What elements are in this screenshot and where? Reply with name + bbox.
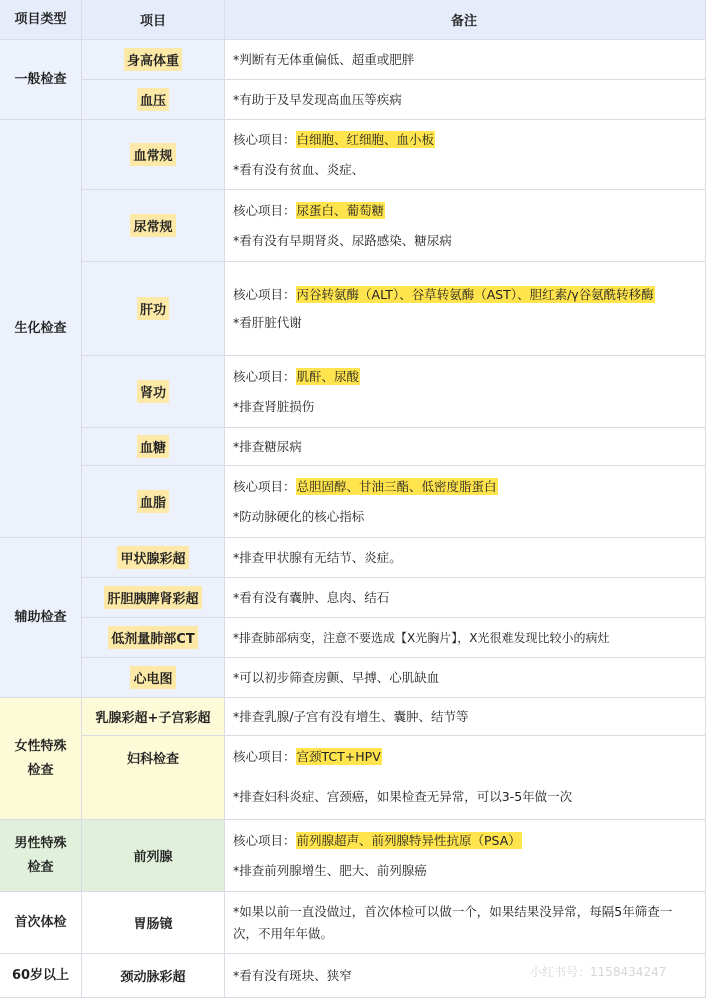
item-cell — [82, 736, 225, 820]
item-label: 妇科检查 — [126, 752, 179, 767]
item-cell — [82, 538, 225, 578]
header-note-label: 备注 — [450, 14, 477, 29]
item-label: 低剂量肺部CT — [108, 626, 197, 649]
core-line — [233, 830, 522, 852]
header-item — [82, 0, 225, 40]
item-label: 肝胆胰脾肾彩超 — [104, 586, 201, 609]
core-line — [233, 129, 435, 151]
group-biochem — [0, 120, 82, 538]
note-text: *可以初步筛查房颤、早搏、心肌缺血 — [233, 669, 440, 685]
group-first — [0, 892, 82, 954]
core-highlight: 前列腺超声、前列腺特异性抗原（PSA） — [296, 832, 521, 848]
item-cell — [82, 356, 225, 428]
note-cell — [225, 538, 706, 578]
group-general-label: 一般检查 — [14, 71, 67, 87]
item-cell — [82, 954, 225, 998]
item-cell — [82, 820, 225, 892]
note-cell — [225, 618, 706, 658]
item-label: 颈动脉彩超 — [120, 970, 186, 985]
item-cell — [82, 466, 225, 538]
group-biochem-label: 生化检查 — [14, 320, 67, 336]
core-line — [233, 476, 498, 498]
item-cell — [82, 698, 225, 736]
note-cell — [225, 120, 706, 190]
item-cell — [82, 618, 225, 658]
core-line — [233, 284, 655, 305]
note-cell — [225, 80, 706, 120]
note-cell — [225, 40, 706, 80]
item-cell — [82, 428, 225, 466]
group-auxiliary-label: 辅助检查 — [14, 609, 67, 625]
note-text: *看有没有斑块、狭窄 — [233, 967, 352, 983]
note-text: *看肝脏代谢 — [233, 314, 302, 330]
item-label: 血糖 — [137, 435, 169, 458]
item-label: 尿常规 — [130, 214, 175, 237]
core-highlight: 尿蛋白、葡萄糖 — [296, 202, 385, 218]
item-label: 血脂 — [137, 490, 169, 513]
group-general — [0, 40, 82, 120]
group-first-label: 首次体检 — [14, 914, 67, 930]
note-text: *看有没有囊肿、息肉、结石 — [233, 589, 390, 605]
note-text: *排查甲状腺有无结节、炎症。 — [233, 549, 402, 565]
item-label: 乳腺彩超+子宫彩超 — [95, 711, 211, 726]
note-text: *如果以前一直没做过，首次体检可以做一个，如果结果没异常，每隔5年筛查一次，不用年年做。 — [233, 903, 673, 941]
item-cell — [82, 40, 225, 80]
note-cell — [225, 262, 706, 356]
note-text: *排查肺部病变，注意不要选成【X光胸片】，X光很难发现比较小的病灶 — [233, 630, 610, 645]
note-text: *排查妇科炎症、宫颈癌，如果检查无异常，可以3-5年做一次 — [233, 789, 573, 804]
item-label: 甲状腺彩超 — [117, 546, 188, 569]
item-label: 身高体重 — [124, 48, 182, 71]
core-highlight: 白细胞、红细胞、血小板 — [296, 131, 435, 147]
header-item-label: 项目 — [139, 14, 166, 29]
header-type — [0, 0, 82, 40]
item-cell — [82, 190, 225, 262]
core-line — [233, 200, 385, 222]
header-type-label: 项目类型 — [14, 11, 67, 27]
note-text: *有助于及早发现高血压等疾病 — [233, 91, 402, 107]
header-note — [225, 0, 706, 40]
note-text: *排查乳腺/子宫有没有增生、囊肿、结节等 — [233, 708, 469, 724]
core-label: 核心项目： — [233, 368, 296, 384]
note-cell — [225, 698, 706, 736]
core-label: 核心项目： — [233, 286, 296, 302]
note-text: *排查糖尿病 — [233, 438, 302, 454]
note-cell — [225, 736, 706, 820]
group-sixty — [0, 954, 82, 998]
group-female — [0, 698, 82, 820]
item-cell — [82, 120, 225, 190]
item-label: 心电图 — [130, 666, 175, 689]
note-cell — [225, 428, 706, 466]
note-text: *看有没有贫血、炎症、 — [233, 161, 365, 177]
item-label: 血常规 — [130, 143, 175, 166]
group-auxiliary — [0, 538, 82, 698]
item-label: 肝功 — [137, 297, 169, 320]
core-line — [233, 746, 382, 768]
item-cell — [82, 892, 225, 954]
note-cell — [225, 466, 706, 538]
item-label: 前列腺 — [133, 850, 173, 865]
core-label: 核心项目： — [233, 749, 296, 764]
item-cell — [82, 658, 225, 698]
note-text: *排查前列腺增生、肥大、前列腺癌 — [233, 862, 427, 878]
note-cell — [225, 190, 706, 262]
note-cell — [225, 820, 706, 892]
item-label: 胃肠镜 — [133, 917, 173, 932]
note-text: *防动脉硬化的核心指标 — [233, 508, 365, 524]
core-highlight: 总胆固醇、甘油三酯、低密度脂蛋白 — [296, 478, 497, 494]
item-cell — [82, 80, 225, 120]
core-label: 核心项目： — [233, 832, 296, 848]
core-highlight: 肌酐、尿酸 — [296, 368, 360, 384]
item-label: 血压 — [137, 88, 169, 111]
core-label: 核心项目： — [233, 202, 296, 218]
note-text: *判断有无体重偏低、超重或肥胖 — [233, 51, 415, 67]
note-text: *看有没有早期肾炎、尿路感染、糖尿病 — [233, 232, 452, 248]
note-cell — [225, 658, 706, 698]
core-highlight: 宫颈TCT+HPV — [296, 749, 381, 764]
group-female-label: 女性特殊 检查 — [14, 738, 67, 778]
group-male — [0, 820, 82, 892]
group-male-label: 男性特殊 检查 — [14, 835, 67, 875]
note-cell — [225, 578, 706, 618]
item-cell — [82, 262, 225, 356]
item-cell — [82, 578, 225, 618]
note-text: *排查肾脏损伤 — [233, 398, 315, 414]
watermark: 小红书号：1158434247 — [530, 965, 667, 979]
group-sixty-label: 60岁以上 — [11, 967, 70, 983]
core-line — [233, 366, 360, 388]
note-cell — [225, 892, 706, 954]
core-label: 核心项目： — [233, 478, 296, 494]
core-highlight: 丙谷转氨酶（ALT）、谷草转氨酶（AST）、胆红素/γ谷氨酰转移酶 — [296, 286, 654, 302]
core-label: 核心项目： — [233, 131, 296, 147]
note-cell — [225, 356, 706, 428]
item-label: 肾功 — [137, 380, 169, 403]
